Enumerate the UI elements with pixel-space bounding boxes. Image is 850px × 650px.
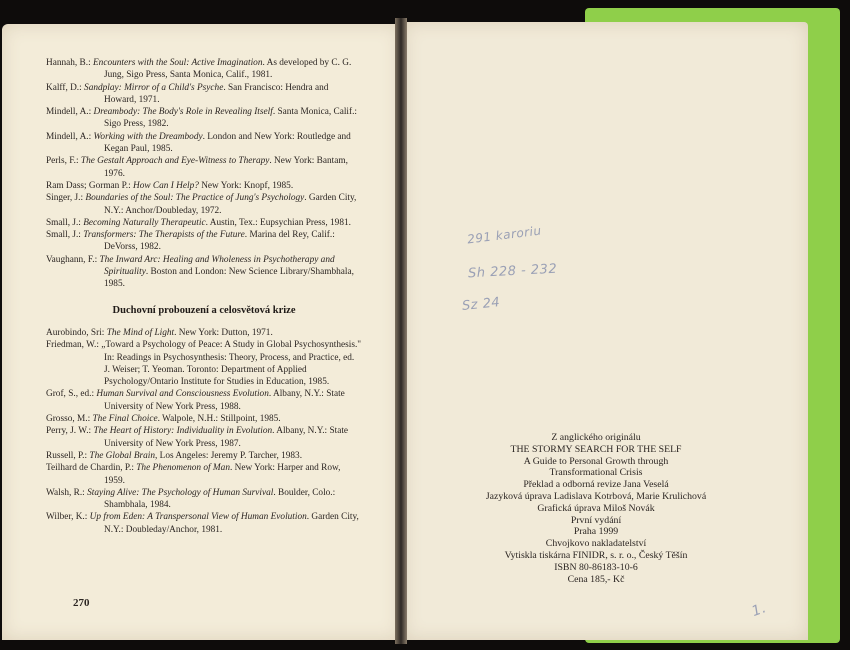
entry-publication: . Albany, N.Y.: State University of New York Press, 1987. [104, 426, 349, 449]
entry-title: Sandplay: Mirror of a Child's Psyche [84, 82, 224, 93]
bibliography-entry [46, 511, 362, 536]
handwritten-note: 1. [749, 600, 769, 620]
entry-publication: . New York: Dutton, 1971. [174, 327, 273, 338]
bibliography-entry [46, 487, 362, 512]
imprint-line: Překlad a odborná revize Jana Veselá [523, 479, 669, 491]
bibliography-entry [46, 106, 362, 131]
entry-author: Singer, J.: [46, 193, 86, 204]
imprint-line: Praha 1999 [573, 526, 619, 538]
entry-title: The Inward Arc: Healing and Wholeness in Psychotherapy and Spirituality [99, 254, 335, 278]
imprint-line: ISBN 80-86183-10-6 [554, 561, 638, 573]
entry-title: The Phenomenon of Man [136, 463, 230, 474]
entry-author: Walsh, R.: [46, 487, 88, 498]
bibliography-entry [46, 155, 362, 180]
imprint-line: Vytiskla tiskárna FINIDR, s. r. o., Český Těšín [504, 549, 688, 561]
entry-author: Vaughann, F.: [46, 254, 100, 265]
entry-title: The Final Choice [92, 414, 158, 425]
bibliography-entry [46, 425, 362, 450]
entry-publication: , Los Angeles: Jeremy P. Tarcher, 1983. [155, 450, 303, 461]
bibliography-list-bottom [46, 327, 362, 536]
entry-publication: . San Francisco: Hendra and Howard, 1971. [104, 82, 329, 105]
entry-publication: . Walpole, N.H.: Stillpoint, 1985. [157, 414, 281, 425]
entry-publication: . New York: Harper and Row, 1959. [104, 463, 341, 486]
handwritten-note: Sz 24 [461, 295, 501, 314]
entry-title: The Mind of Light [106, 327, 175, 338]
bibliography-entry [46, 217, 362, 229]
entry-publication: . Garden City, N.Y.: Anchor/Doubleday, 1972. [104, 193, 357, 216]
entry-title: Staying Alive: The Psychology of Human Survival [87, 487, 274, 498]
imprint-line: A Guide to Personal Growth through [523, 455, 669, 467]
entry-title: The Heart of History: Individuality in Evolution [93, 426, 273, 437]
bibliography-entry [46, 254, 362, 291]
bibliography-entry [46, 413, 362, 425]
imprint-line: Grafická úprava Miloš Novák [537, 502, 655, 514]
entry-title: Human Survival and Consciousness Evolution [96, 389, 269, 400]
entry-publication: . As developed by C. G. Jung, Sigo Press, Santa Monica, Calif., 1981. [104, 58, 352, 81]
entry-author: Friedman, W.: [46, 340, 102, 351]
imprint-block [455, 432, 737, 585]
imprint-line: Chvojkovo nakladatelství [545, 538, 647, 550]
entry-publication: . New York: Bantam, 1976. [104, 156, 348, 179]
book-gutter [395, 18, 407, 644]
entry-author: Grof, S., ed.: [46, 389, 97, 400]
entry-author: Mindell, A.: [46, 107, 94, 118]
entry-publication: . Boulder, Colo.: Shambhala, 1984. [104, 487, 336, 511]
imprint-line: Z anglického originálu [551, 432, 641, 443]
entry-title: Up from Eden: A Transpersonal View of Human Evolution [89, 512, 307, 523]
entry-publication: . Boston and London: New Science Library/Shambhala, 1985. [104, 267, 354, 290]
entry-title: Boundaries of the Soul: The Practice of Jung's Psychology [85, 193, 305, 204]
imprint-line: THE STORMY SEARCH FOR THE SELF [510, 443, 682, 455]
entry-publication: New York: Knopf, 1985. [198, 180, 294, 191]
entry-author: Mindell, A.: [46, 131, 94, 142]
entry-author: Grosso, M.: [46, 414, 93, 425]
entry-publication: . Austin, Tex.: Eupsychian Press, 1981. [205, 217, 351, 228]
entry-title: Dreambody: The Body's Role in Revealing Itself [93, 107, 273, 118]
bibliography-entry [46, 131, 362, 156]
entry-publication: . Garden City, N.Y.: Doubleday/Anchor, 1981. [104, 512, 359, 535]
imprint-line: Jazyková úprava Ladislava Kotrbová, Marie Krulichová [485, 490, 707, 502]
imprint-line: Cena 185,- Kč [567, 573, 625, 585]
entry-author: Ram Dass; Gorman P.: [46, 180, 134, 191]
bibliography-entry [46, 180, 362, 192]
entry-publication: . Albany, N.Y.: State University of New York Press, 1988. [104, 389, 345, 412]
bibliography-entry [46, 339, 362, 388]
entry-title: How Can I Help? [133, 180, 199, 191]
entry-author: Aurobindo, Sri: [46, 327, 107, 338]
imprint-line: Transformational Crisis [549, 467, 643, 479]
entry-title: The Gestalt Approach and Eye-Witness to Therapy [80, 156, 270, 167]
entry-title: Encounters with the Soul: Active Imagination [93, 58, 263, 68]
bibliography-entry [46, 450, 362, 462]
entry-author: Hannah, B.: [46, 58, 93, 68]
page-number: 270 [73, 597, 90, 609]
bibliography-entry [46, 192, 362, 217]
entry-author: Perry, J. W.: [46, 426, 94, 437]
bibliography-entry [46, 57, 362, 82]
entry-publication: . Santa Monica, Calif.: Sigo Press, 1982. [104, 107, 357, 130]
bibliography-entry [46, 82, 362, 107]
entry-title: Working with the Dreambody [93, 131, 203, 142]
bibliography-entry [46, 229, 362, 254]
handwritten-note: 291 karoriu [466, 223, 543, 247]
bibliography-list-top [46, 57, 362, 291]
handwritten-note: Sh 228 - 232 [467, 261, 558, 282]
bibliography-entry [46, 388, 362, 413]
bibliography [46, 57, 362, 536]
bibliography-entry [46, 462, 362, 487]
entry-publication: . London and New York: Routledge and Kegan Paul, 1985. [104, 131, 351, 155]
entry-title: The Global Brain [89, 450, 156, 461]
entry-publication: . Marina del Rey, Calif.: DeVorss, 1982. [104, 230, 335, 253]
entry-author: Teilhard de Chardin, P.: [46, 463, 137, 474]
entry-author: Small, J.: [46, 217, 84, 228]
entry-author: Kalff, D.: [46, 82, 85, 93]
section-heading: Duchovní probouzení a celosvětová krize [112, 304, 296, 316]
entry-title: Transformers: The Therapists of the Future [83, 230, 245, 241]
entry-author: Small, J.: [46, 230, 84, 241]
imprint-line: První vydání [570, 514, 622, 526]
entry-author: Wilber, K.: [46, 512, 90, 523]
entry-author: Perls, F.: [46, 156, 81, 167]
entry-publication: „Toward a Psychology of Peace: A Study in Global Psychosynthesis." In: Readings in Psychosynthesis: Theory, Process, and Practice, ed. J. Weiser; T. Yeoman. Toronto: Department of Applied Psychology/Ontario Institute for Studies in Education, 1985. [101, 340, 362, 388]
entry-author: Russell, P.: [46, 450, 90, 461]
bibliography-entry [46, 327, 362, 339]
entry-title: Becoming Naturally Therapeutic [83, 217, 206, 228]
